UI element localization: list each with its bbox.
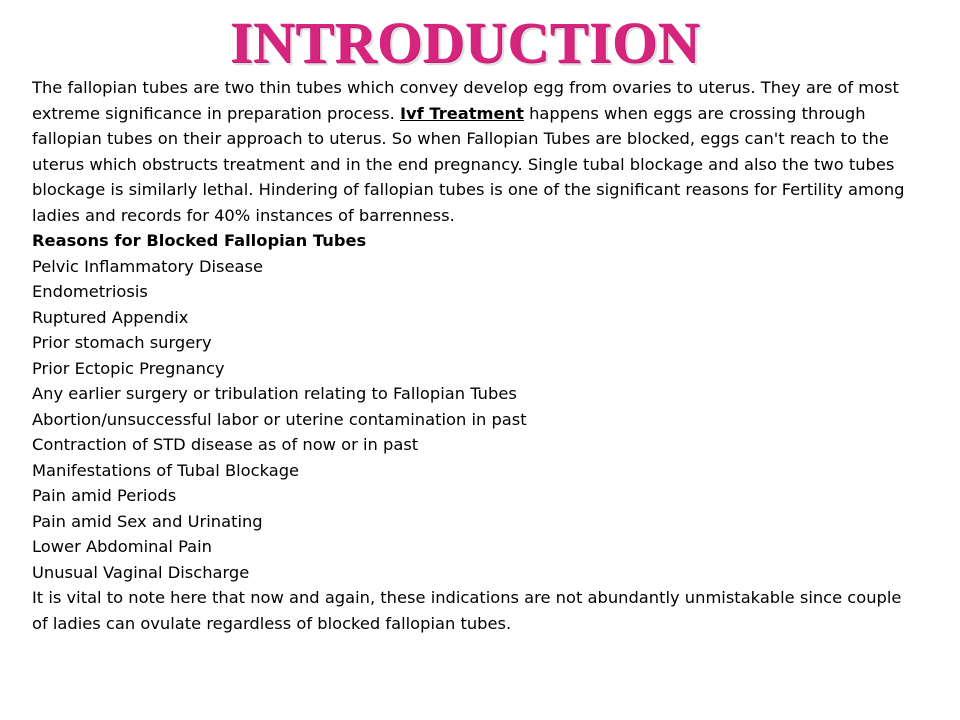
list-item: Pain amid Periods — [32, 486, 177, 505]
list-item: Prior stomach surgery — [32, 333, 212, 352]
closing-paragraph: It is vital to note here that now and again, these indications are not abundantly unmistakable since couple of ladies can ovulate regardless of blocked fallopian tubes. — [32, 588, 902, 633]
symptoms-heading: Manifestations of Tubal Blockage — [32, 460, 300, 480]
slide-title: INTRODUCTION — [229, 10, 701, 75]
list-item: Ruptured Appendix — [32, 307, 189, 327]
list-item: Prior Ectopic Pregnancy — [32, 358, 225, 378]
list-item: Lower Abdominal Pain — [32, 537, 212, 556]
ivf-treatment-link[interactable]: Ivf Treatment — [399, 103, 524, 123]
list-item: Unusual Vaginal Discharge — [32, 562, 250, 582]
intro-text-after-link: happens when eggs are crossing through fallopian tubes on their approach to uterus. So when Fallopian Tubes are blocked, eggs can't reach to the uterus which obstructs treatment and in the end pregnancy. Single tubal blockage and also the two tubes blockage is similarly lethal. Hindering of fallopian tubes is one of the significant reasons for Fertility among ladies and records for 40% instances of barrenness. — [32, 103, 905, 225]
list-item: Any earlier surgery or tribulation relating to Fallopian Tubes — [32, 384, 517, 403]
symptoms-list — [32, 483, 912, 585]
list-item: Abortion/unsuccessful labor or uterine contamination in past — [32, 409, 527, 429]
reasons-list — [32, 254, 912, 458]
list-item: Pain amid Sex and Urinating — [32, 511, 263, 531]
list-item: Endometriosis — [32, 282, 148, 301]
intro-text-before-link: The fallopian tubes are two thin tubes which convey develop egg from ovaries to uterus. They are of most extreme significance in preparation process. — [32, 78, 899, 123]
list-item: Pelvic Inflammatory Disease — [32, 256, 263, 276]
list-item: Contraction of STD disease as of now or in past — [32, 435, 419, 454]
reasons-heading: Reasons for Blocked Fallopian Tubes — [32, 231, 367, 250]
intro-paragraph — [32, 75, 912, 228]
slide-content — [32, 75, 912, 636]
